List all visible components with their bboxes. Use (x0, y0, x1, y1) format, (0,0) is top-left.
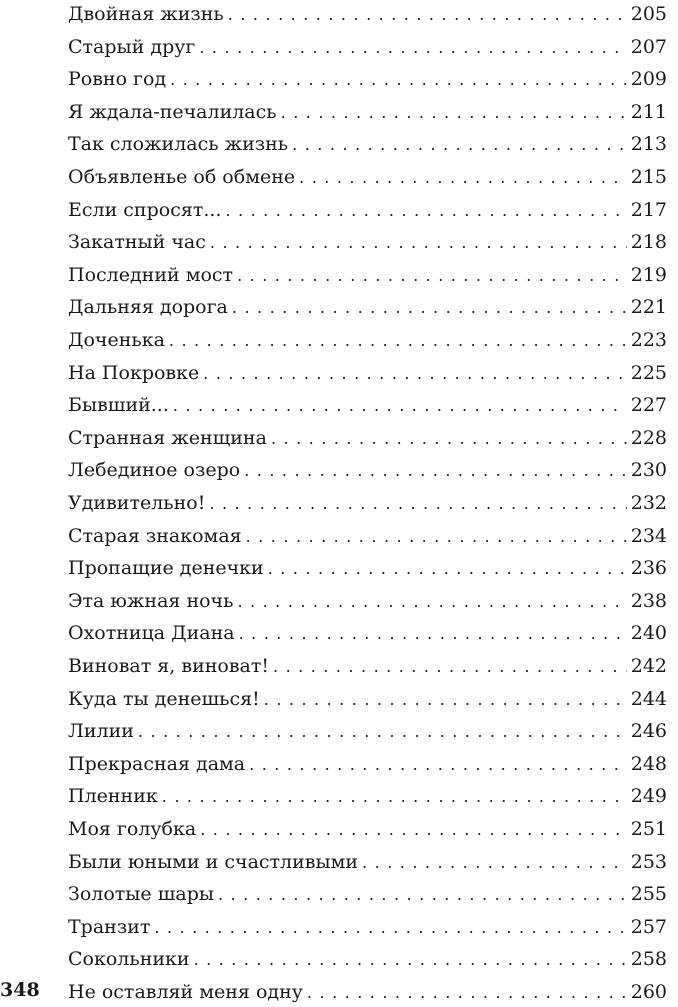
toc-entry-page: 221 (630, 296, 667, 319)
toc-entry-page: 228 (630, 426, 667, 449)
toc-entry-title: Если спросят... (68, 198, 222, 221)
toc-entry-page: 211 (630, 100, 667, 123)
toc-entry-title: Объявленье об обмене (68, 166, 296, 188)
toc-entry (68, 587, 667, 615)
toc-entry (68, 163, 667, 191)
toc-entry-title: Я ждала-печалилась (68, 100, 277, 123)
toc-entry-title: Закатный час (68, 231, 206, 254)
toc-entry (68, 489, 667, 517)
toc-dot-leader (225, 197, 626, 225)
toc-entry-page: 209 (630, 68, 667, 91)
toc-entry-title: Доченька (68, 329, 165, 351)
toc-entry-title: Последний мост (68, 263, 234, 286)
toc-entry-page: 223 (630, 329, 667, 351)
toc-dot-leader (154, 914, 626, 942)
toc-dot-leader (239, 620, 627, 648)
toc-entry (68, 359, 667, 387)
toc-entry-page: 253 (630, 850, 667, 873)
toc-dot-leader (170, 66, 627, 94)
toc-entry-title: Прекрасная дама (68, 752, 246, 775)
toc-entry (68, 750, 667, 778)
toc-dot-leader (273, 653, 627, 681)
toc-dot-leader (249, 751, 627, 779)
toc-entry-title: Виноват я, виноват! (68, 655, 270, 677)
toc-entry-page: 249 (630, 785, 667, 808)
toc-entry-page: 255 (630, 883, 667, 906)
toc-entry-page: 218 (630, 231, 667, 254)
toc-entry (68, 33, 667, 61)
toc-dot-leader (173, 392, 627, 420)
toc-entry-title: Пленник (68, 785, 158, 808)
toc-entry (68, 945, 667, 973)
toc-entry (68, 717, 667, 745)
toc-entry (68, 554, 667, 582)
toc-dot-leader (232, 294, 627, 322)
toc-dot-leader (237, 262, 627, 290)
toc-entry-title: Были юными и счастливыми (68, 850, 359, 873)
toc-entry-page: 232 (630, 492, 667, 514)
toc-entry-title: Двойная жизнь (68, 3, 224, 25)
toc-entry (68, 978, 667, 1006)
toc-entry (68, 391, 667, 419)
toc-entry-title: Странная женщина (68, 426, 267, 449)
toc-entry (68, 196, 667, 224)
toc-entry-page: 213 (630, 133, 667, 156)
toc-dot-leader (271, 425, 627, 453)
toc-entry (68, 98, 667, 126)
toc-entry-page: 244 (630, 687, 667, 710)
toc-entry-page: 260 (630, 981, 667, 1003)
toc-entry-page: 257 (630, 915, 667, 938)
toc-entry (68, 619, 667, 647)
toc-entry (68, 261, 667, 289)
toc-entry (68, 522, 667, 550)
toc-dot-leader (200, 816, 627, 844)
toc-dot-leader (299, 164, 627, 192)
toc-dot-leader (281, 99, 627, 127)
toc-dot-leader (203, 360, 626, 388)
toc-dot-leader (210, 229, 627, 257)
toc-entry-title: Лебединое озеро (68, 459, 241, 482)
toc-entry-title: На Покровке (68, 361, 200, 384)
toc-entry (68, 326, 667, 354)
toc-entry-page: 258 (630, 948, 667, 971)
toc-entry-page: 234 (630, 524, 667, 547)
toc-entry-title: Моя голубка (68, 818, 197, 840)
toc-dot-leader (162, 783, 627, 811)
toc-dot-leader (194, 946, 627, 974)
table-of-contents (68, 0, 667, 1003)
toc-entry-page: 217 (630, 198, 667, 221)
toc-entry (68, 815, 667, 843)
toc-entry-title: Старая знакомая (68, 524, 242, 547)
toc-entry-page: 246 (630, 720, 667, 743)
toc-entry (68, 685, 667, 713)
toc-entry-title: Ровно год (68, 68, 167, 91)
toc-dot-leader (246, 523, 627, 551)
toc-entry-page: 227 (630, 394, 667, 417)
toc-entry-title: Дальняя дорога (68, 296, 228, 319)
toc-dot-leader (138, 718, 627, 746)
toc-entry (68, 130, 667, 158)
toc-dot-leader (237, 588, 626, 616)
toc-dot-leader (199, 34, 626, 62)
toc-entry-title: Бывший... (68, 394, 169, 417)
toc-entry (68, 880, 667, 908)
toc-dot-leader (264, 686, 627, 714)
toc-entry-title: Транзит (68, 915, 151, 938)
toc-entry-title: Удивительно! (68, 492, 206, 514)
toc-entry-title: Эта южная ночь (68, 589, 234, 612)
toc-dot-leader (307, 979, 627, 1007)
toc-dot-leader (268, 555, 627, 583)
toc-entry-page: 236 (630, 557, 667, 580)
toc-entry-page: 207 (630, 35, 667, 58)
toc-entry (68, 424, 667, 452)
page-number: 348 (0, 979, 40, 1001)
toc-entry-title: Так сложилась жизнь (68, 133, 289, 156)
toc-entry (68, 293, 667, 321)
toc-entry-title: Не оставляй меня одну (68, 981, 303, 1003)
toc-dot-leader (209, 490, 626, 518)
toc-entry-title: Сокольники (68, 948, 190, 971)
toc-entry-page: 205 (630, 3, 667, 25)
toc-entry (68, 0, 667, 28)
toc-entry-title: Куда ты денешься! (68, 687, 260, 710)
toc-entry-title: Пропащие денечки (68, 557, 264, 580)
toc-dot-leader (292, 131, 627, 159)
toc-entry-title: Золотые шары (68, 883, 214, 906)
toc-entry-page: 238 (630, 589, 667, 612)
toc-entry (68, 228, 667, 256)
toc-dot-leader (169, 327, 627, 355)
toc-entry-title: Охотница Диана (68, 622, 235, 645)
toc-entry-page: 242 (630, 655, 667, 677)
toc-dot-leader (228, 1, 627, 29)
toc-entry-page: 219 (630, 263, 667, 286)
toc-entry-page: 248 (630, 752, 667, 775)
toc-dot-leader (218, 881, 627, 909)
toc-entry (68, 456, 667, 484)
toc-entry-title: Лилии (68, 720, 134, 743)
toc-entry (68, 913, 667, 941)
toc-entry (68, 848, 667, 876)
toc-entry (68, 782, 667, 810)
toc-dot-leader (244, 457, 627, 485)
toc-dot-leader (362, 849, 627, 877)
toc-entry (68, 65, 667, 93)
toc-entry-page: 225 (630, 361, 667, 384)
toc-entry-page: 230 (630, 459, 667, 482)
toc-entry-title: Старый друг (68, 35, 196, 58)
toc-entry-page: 240 (630, 622, 667, 645)
toc-entry (68, 652, 667, 680)
toc-entry-page: 251 (630, 818, 667, 840)
toc-entry-page: 215 (630, 166, 667, 188)
